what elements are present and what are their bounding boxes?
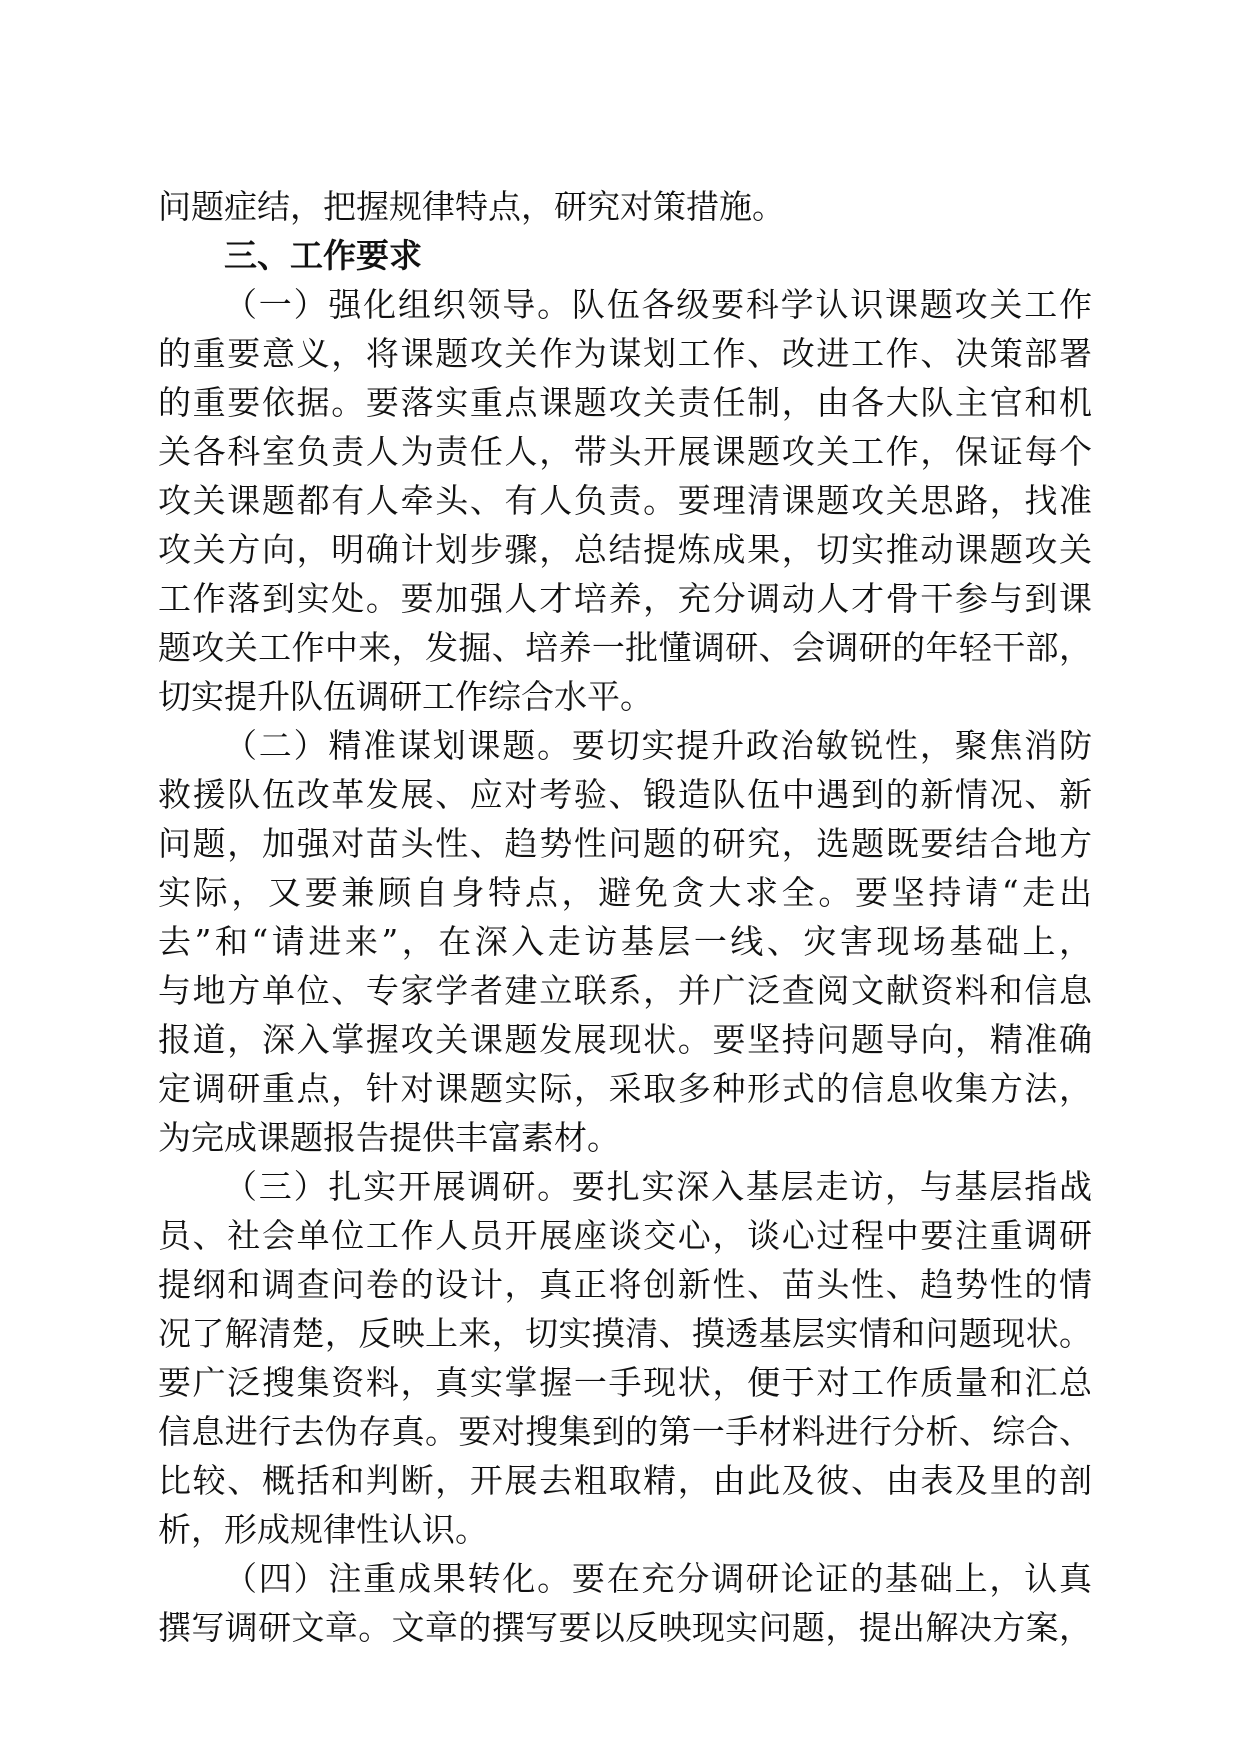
body-text-line: 与地方单位、专家学者建立联系，并广泛查阅文献资料和信息 bbox=[158, 971, 1092, 1010]
paragraph-first-line: （三）扎实开展调研。要扎实深入基层走访，与基层指战 bbox=[224, 1167, 1092, 1206]
body-text-line: 要广泛搜集资料，真实掌握一手现状，便于对工作质量和汇总 bbox=[158, 1363, 1092, 1402]
body-text-line: 问题，加强对苗头性、趋势性问题的研究，选题既要结合地方 bbox=[158, 824, 1092, 863]
body-text-line: 信息进行去伪存真。要对搜集到的第一手材料进行分析、综合、 bbox=[158, 1412, 1092, 1451]
body-text-line: 关各科室负责人为责任人，带头开展课题攻关工作，保证每个 bbox=[158, 432, 1092, 471]
section-heading: 三、工作要求 bbox=[224, 236, 422, 275]
paragraph-first-line: （二）精准谋划课题。要切实提升政治敏锐性，聚焦消防 bbox=[224, 726, 1092, 765]
body-text-line: 提纲和调查问卷的设计，真正将创新性、苗头性、趋势性的情 bbox=[158, 1265, 1092, 1304]
body-text-line: 攻关课题都有人牵头、有人负责。要理清课题攻关思路，找准 bbox=[158, 481, 1092, 520]
paragraph-last-line: 析，形成规律性认识。 bbox=[158, 1510, 488, 1549]
body-text-line: 定调研重点，针对课题实际，采取多种形式的信息收集方法， bbox=[158, 1069, 1092, 1108]
body-text-line: 实际，又要兼顾自身特点，避免贪大求全。要坚持请“走出 bbox=[158, 873, 1092, 912]
body-text-line: 报道，深入掌握攻关课题发展现状。要坚持问题导向，精准确 bbox=[158, 1020, 1092, 1059]
paragraph-last-line: 为完成课题报告提供丰富素材。 bbox=[158, 1118, 620, 1157]
body-text-line: 员、社会单位工作人员开展座谈交心，谈心过程中要注重调研 bbox=[158, 1216, 1092, 1255]
paragraph-last-line: 问题症结，把握规律特点，研究对策措施。 bbox=[158, 187, 785, 226]
body-text-line: 工作落到实处。要加强人才培养，充分调动人才骨干参与到课 bbox=[158, 579, 1092, 618]
paragraph-first-line: （一）强化组织领导。队伍各级要科学认识课题攻关工作 bbox=[224, 285, 1092, 324]
body-text-line: 的重要依据。要落实重点课题攻关责任制，由各大队主官和机 bbox=[158, 383, 1092, 422]
body-text-line: 去”和“请进来”，在深入走访基层一线、灾害现场基础上， bbox=[158, 922, 1092, 961]
body-text-line: 救援队伍改革发展、应对考验、锻造队伍中遇到的新情况、新 bbox=[158, 775, 1092, 814]
paragraph-first-line: （四）注重成果转化。要在充分调研论证的基础上，认真 bbox=[224, 1559, 1092, 1598]
body-text-line: 题攻关工作中来，发掘、培养一批懂调研、会调研的年轻干部， bbox=[158, 628, 1092, 667]
body-text-line: 的重要意义，将课题攻关作为谋划工作、改进工作、决策部署 bbox=[158, 334, 1092, 373]
body-text-line: 况了解清楚，反映上来，切实摸清、摸透基层实情和问题现状。 bbox=[158, 1314, 1092, 1353]
document-page bbox=[158, 182, 1092, 1652]
paragraph-last-line: 切实提升队伍调研工作综合水平。 bbox=[158, 677, 653, 716]
body-text-line: 比较、概括和判断，开展去粗取精，由此及彼、由表及里的剖 bbox=[158, 1461, 1092, 1500]
body-text-line: 撰写调研文章。文章的撰写要以反映现实问题，提出解决方案， bbox=[158, 1608, 1092, 1647]
body-text-line: 攻关方向，明确计划步骤，总结提炼成果，切实推动课题攻关 bbox=[158, 530, 1092, 569]
